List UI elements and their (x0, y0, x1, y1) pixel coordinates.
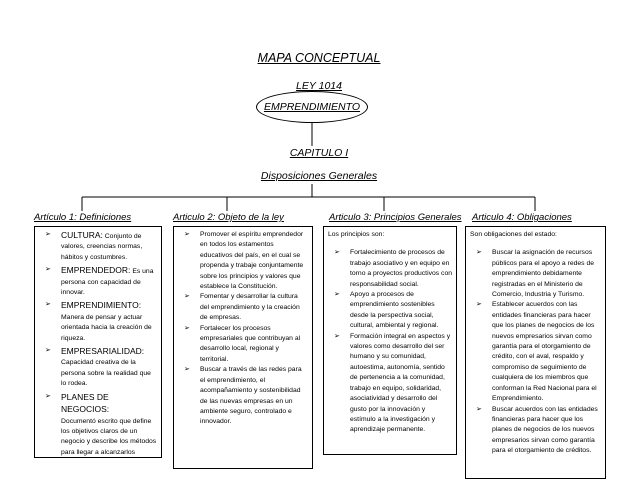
section-label: Disposiciones Generales (260, 170, 378, 182)
arrow-bullet-icon: ➢ (184, 231, 190, 238)
arrow-bullet-icon: ➢ (45, 392, 51, 400)
obligation-item: ➢ Establecer acuerdos con las entidades financieras para hacer que los planes de negocios de los nuevos empresarios sirvan como garantía para el otorgamiento de crédito, con el aval, respaldo y compromiso de seguimiento de cualquiera de los miembros que conforman la Red Nacional para el Emprendimiento. (476, 301, 597, 403)
arrow-bullet-icon: ➢ (45, 347, 51, 355)
arrow-bullet-icon: ➢ (184, 293, 190, 301)
arrow-bullet-icon: ➢ (334, 249, 340, 257)
arrow-bullet-icon: ➢ (184, 366, 190, 374)
principle-item: ➢ Formación integral en aspectos y valores como desarrollo del ser humano y su comunidad, autoestima, autonomía, sentido de pertenencia a la comunidad, trabajo en equipo, solidaridad, asociatividad y desarrollo del gusto por la innovación y estímulo a la investigación y aprendizaje permanente. (334, 332, 451, 434)
topic-label: EMPRENDIMIENTO (263, 101, 361, 113)
article-3-box (323, 226, 457, 455)
objective-item: ➢ Fortalecer los procesos empresariales que contribuyan al desarrollo local, regional y territorial. (184, 324, 301, 363)
article-4-box (465, 226, 606, 479)
article-1-heading: Artículo 1: Definiciones (34, 212, 132, 223)
arrow-bullet-icon: ➢ (334, 332, 340, 340)
definition-item: ➢ PLANES DE NEGOCIOS: Documentó escrito que define los objetivos claros de un negocio y describe los métodos para llegar a alcanzarlos (45, 391, 157, 456)
arrow-bullet-icon: ➢ (184, 324, 190, 332)
definition-item: ➢ CULTURA: Conjunto de valores, creencias normas, hábitos y costumbres. (45, 230, 143, 261)
article-3-intro: Los principios son: (328, 231, 385, 238)
obligation-item: ➢ Buscar la asignación de recursos públicos para el apoyo a redes de emprendimiento debidamente registradas en el Ministerio de Comercio, Industria y Turismo. (476, 249, 595, 299)
arrow-bullet-icon: ➢ (45, 231, 51, 238)
arrow-bullet-icon: ➢ (45, 301, 51, 309)
objective-item: ➢ Fomentar y desarrollar la cultura del emprendimiento y la creación de empresas. (184, 293, 300, 322)
principle-item: ➢ Apoyo a procesos de emprendimiento sostenibles desde la perspectiva social, cultural, ambiental y regional. (334, 291, 439, 330)
article-4-heading: Articulo 4: Obligaciones (472, 212, 572, 223)
definition-item: ➢ EMPRENDEDOR: Es una persona con capacidad de innovar. (45, 265, 154, 297)
principle-item: ➢ Fortalecimiento de procesos de trabajo asociativo y en equipo en torno a proyectos productivos con responsabilidad social. (334, 249, 453, 288)
article-2-box (173, 226, 313, 469)
arrow-bullet-icon: ➢ (476, 301, 482, 309)
article-3-heading: Articulo 3: Principios Generales (329, 212, 462, 223)
arrow-bullet-icon: ➢ (476, 405, 482, 413)
article-4-intro: Son obligaciones del estado: (470, 231, 557, 238)
article-1-box (34, 226, 162, 458)
arrow-bullet-icon: ➢ (45, 266, 51, 274)
map-title: MAPA CONCEPTUAL (257, 51, 381, 65)
objective-item: ➢ Buscar a través de las redes para el emprendimiento, el acompañamiento y sostenibilidad de las nuevas empresas en un ambiente seguro, controlado e innovador. (184, 366, 302, 426)
objective-item: ➢ Promover el espíritu emprendedor en todos los estamentos educativos del país, en el cual se propenda y trabaje conjuntamente sobre los principios y valores que establece la Constitución. (184, 231, 304, 291)
definition-item: ➢ EMPRESARIALIDAD: Capacidad creativa de la persona sobre la realidad que lo rodea. (45, 346, 151, 388)
arrow-bullet-icon: ➢ (334, 291, 340, 299)
definition-item: ➢ EMPRENDIMIENTO: Manera de pensar y actuar orientada hacia la creación de riqueza. (45, 300, 152, 342)
arrow-bullet-icon: ➢ (476, 249, 482, 257)
chapter-label: CAPITULO I (289, 147, 349, 159)
article-2-heading: Articulo 2: Objeto de la ley (173, 212, 284, 223)
obligation-item: ➢ Buscar acuerdos con las entidades financieras para hacer que los planes de negocios de los nuevos empresarios sirvan como garantía para el otorgamiento de créditos. (476, 405, 598, 455)
law-label: LEY 1014 (296, 80, 342, 92)
